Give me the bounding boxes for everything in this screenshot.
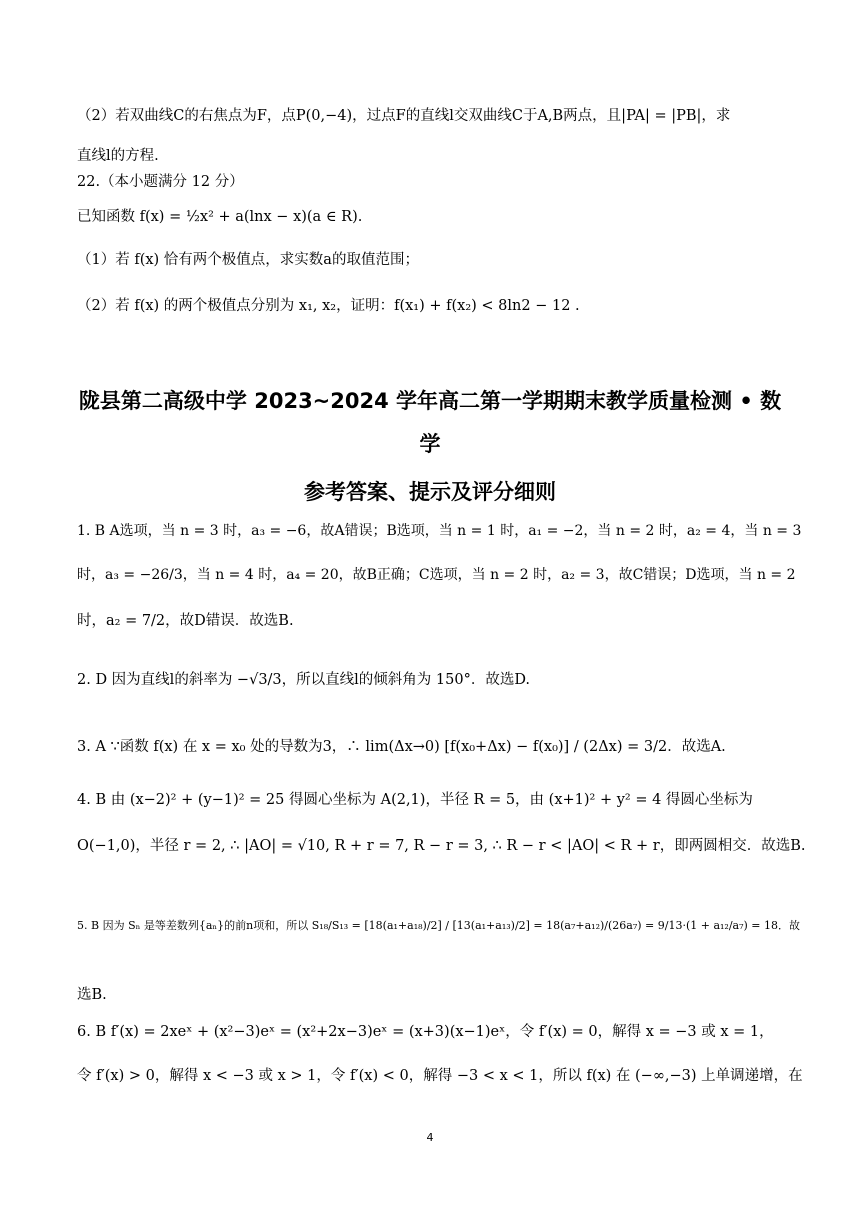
- answer-3: 3. A ∵函数 f(x) 在 x = x₀ 处的导数为3，∴ lim(Δx→0) [f(x₀+Δx) − f(x₀)] / (2Δx) = 3/2．故选A.: [77, 739, 726, 755]
- problem-22-part1: （1）若 f(x) 恰有两个极值点，求实数a的取值范围；: [77, 252, 419, 268]
- answer-6-line2: 令 f′(x) > 0，解得 x < −3 或 x > 1，令 f′(x) < 0，解得 −3 < x < 1，所以 f(x) 在 (−∞,−3) 上单调递增，在: [77, 1068, 803, 1084]
- answer-4-line1: 4. B 由 (x−2)² + (y−1)² = 25 得圆心坐标为 A(2,1)，半径 R = 5，由 (x+1)² + y² = 4 得圆心坐标为: [77, 792, 753, 808]
- answer-5-line1: 5. B 因为 Sₙ 是等差数列{aₙ}的前n项和，所以 S₁₈/S₁₃ = [18(a₁+a₁₈)/2] / [13(a₁+a₁₃)/2] = 18(a₇+a₁₂)/(26a₇) = 9/13·(1 + a₁₂/a₇) = 18．故: [77, 919, 801, 932]
- problem-21-part2-line2: 直线l的方程.: [77, 148, 159, 164]
- problem-22-header: 22.（本小题满分 12 分）: [77, 174, 244, 190]
- answer-2: 2. D 因为直线l的斜率为 −√3/3，所以直线l的倾斜角为 150°．故选D.: [77, 672, 531, 688]
- exam-title-line1: 陇县第二高级中学 2023~2024 学年高二第一学期期末教学质量检测 • 数: [78, 389, 782, 413]
- page-number: 4: [426, 1131, 434, 1144]
- problem-22-statement: 已知函数 f(x) = ½x² + a(lnx − x)(a ∈ R).: [77, 209, 363, 225]
- problem-22-part2: （2）若 f(x) 的两个极值点分别为 x₁, x₂，证明：f(x₁) + f(x₂) < 8ln2 − 12 .: [77, 298, 580, 314]
- answer-4-line2: O(−1,0)，半径 r = 2, ∴ |AO| = √10, R + r = 7, R − r = 3, ∴ R − r < |AO| < R + r，即两圆相交．故选B.: [77, 838, 806, 854]
- answer-5-line2: 选B.: [77, 987, 107, 1003]
- problem-21-part2-line1: （2）若双曲线C的右焦点为F，点P(0,−4)，过点F的直线l交双曲线C于A,B两点，且|PA| = |PB|，求: [77, 108, 731, 124]
- answer-6-line1: 6. B f′(x) = 2xeˣ + (x²−3)eˣ = (x²+2x−3)eˣ = (x+3)(x−1)eˣ，令 f′(x) = 0，解得 x = −3 或 x = 1，: [77, 1024, 774, 1040]
- exam-subtitle: 参考答案、提示及评分细则: [304, 480, 556, 504]
- exam-title-line2: 学: [419, 432, 441, 456]
- answer-1-line3: 时，a₂ = 7/2，故D错误．故选B.: [77, 613, 294, 629]
- answer-1-line2: 时，a₃ = −26/3，当 n = 4 时，a₄ = 20，故B正确；C选项，当 n = 2 时，a₂ = 3，故C错误；D选项，当 n = 2: [77, 567, 796, 583]
- answer-1-line1: 1. B A选项，当 n = 3 时，a₃ = −6，故A错误；B选项，当 n = 1 时，a₁ = −2，当 n = 2 时，a₂ = 4，当 n = 3: [77, 523, 802, 539]
